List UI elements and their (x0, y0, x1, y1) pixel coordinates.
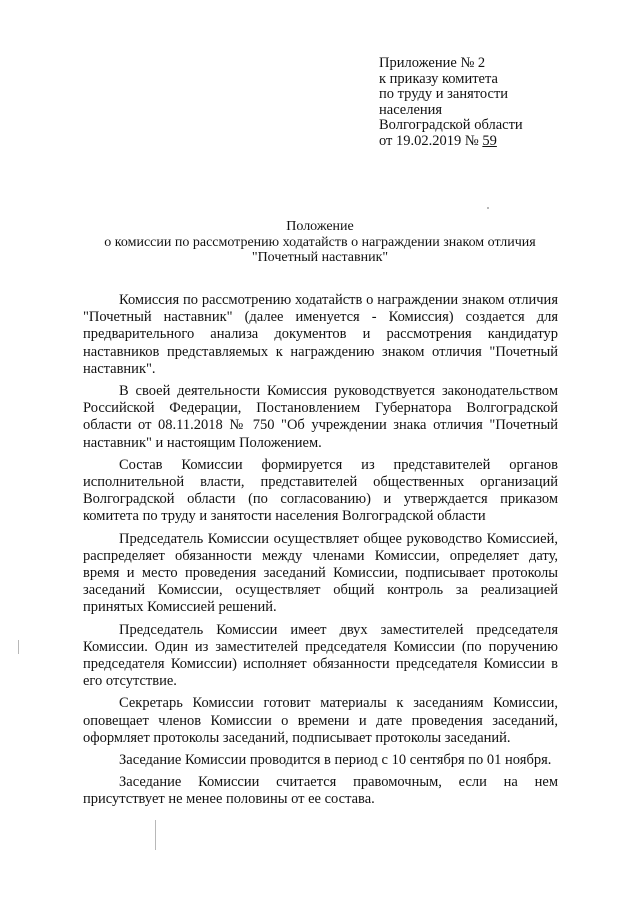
appendix-line: по труду и занятости (379, 86, 509, 102)
order-reference (379, 133, 497, 149)
appendix-line: к приказу комитета (379, 70, 498, 87)
scan-artifact (18, 640, 19, 654)
appendix-title: Приложение № 2 (379, 55, 486, 71)
paragraph: Заседание Комиссии проводится в период с 10 сентября по 01 ноября. (119, 752, 552, 769)
subtitle-line: "Почетный наставник" (251, 250, 389, 265)
paragraph: Секретарь Комиссии готовит материалы к заседаниям Комиссии, оповещает членов Комиссии о времени и дате проведения заседаний, оформляет протоколы заседаний, подписывает протоколы заседаний. (83, 695, 558, 746)
scan-artifact (155, 820, 156, 850)
appendix-line: населения (379, 101, 443, 118)
paragraph: В своей деятельности Комиссия руководствуется законодательством Российской Федерации, Постановлением Губернатора Волгоградской области от 08.11.2018 № 750 "Об учреждении знака отличия "Почетный наставник" и настоящим Положением. (83, 383, 558, 451)
paragraph: Председатель Комиссии осуществляет общее руководство Комиссией, распределяет обязанности между членами Комиссии, определяет дату, время и место проведения заседаний Комиссии, подписывает протоколы заседаний Комиссии, осуществляет общий контроль за реализацией принятых Комиссией решений. (83, 530, 558, 616)
scan-artifact (487, 207, 489, 209)
paragraph: Заседание Комиссии считается правомочным, если на нем присутствует не менее половины от ее состава. (83, 774, 558, 808)
subtitle-line: о комиссии по рассмотрению ходатайств о награждении знаком отличия (104, 234, 536, 250)
appendix-header (379, 56, 619, 134)
paragraph: Состав Комиссии формируется из представителей органов исполнительной власти, представителей общественных организаций Волгоградской области (по согласованию) и утверждается приказом комитета по труду и занятости населения Волгоградской области (83, 456, 558, 525)
document-body (83, 292, 558, 814)
order-date: от 19.02.2019 № (379, 133, 483, 149)
paragraph: Комиссия по рассмотрению ходатайств о награждении знаком отличия "Почетный наставник" (далее именуется - Комиссия) создается для предварительного анализа документов и рассмотрения кандидатур наставников представляемых к награждению знаком отличия "Почетный наставник". (83, 292, 558, 377)
appendix-line: Волгоградской области (379, 117, 523, 133)
title-line: Положение (286, 219, 354, 234)
order-number: 59 (482, 133, 497, 149)
paragraph: Председатель Комиссии имеет двух заместителей председателя Комиссии. Один из заместителей председателя Комиссии (по поручению председателя Комиссии) исполняет обязанности председателя Комиссии в его отсутствие. (83, 621, 558, 690)
document-title (0, 219, 640, 266)
